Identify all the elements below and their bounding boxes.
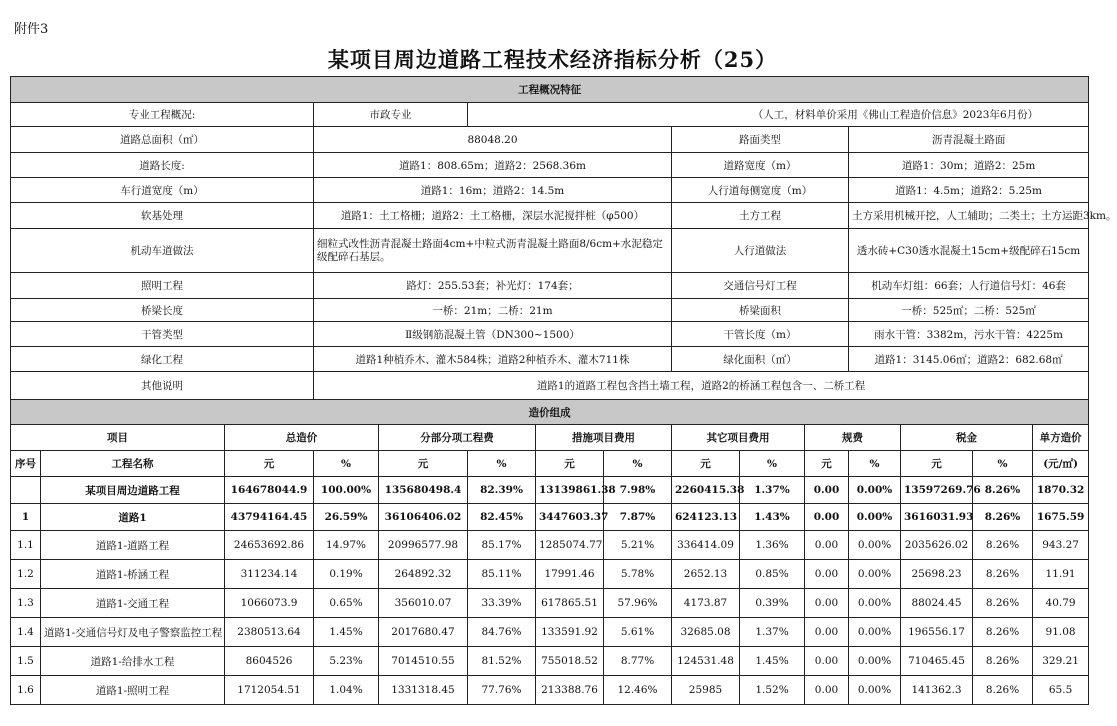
total-cost: 1066073.9 [225,589,314,618]
overview-value: 透水砖+C30透水混凝土15cm+级配碎石15cm [849,229,1089,273]
measures-cost: 213388.76 [536,676,604,705]
header-tax: 税金 [901,425,1033,451]
unit-cost: 943.27 [1033,531,1089,560]
project-name: 道路1-照明工程 [41,676,225,705]
measures-cost: 13139861.38 [536,477,604,504]
other-cost: 124531.48 [672,647,740,676]
fees-pct: 0.00% [849,531,901,560]
overview-value: 道路1：3145.06㎡；道路2：682.68㎡ [849,347,1089,372]
header-unit-cost: 单方造价 [1033,425,1089,451]
fees-pct: 0.00% [849,676,901,705]
measures-cost: 3447603.37 [536,504,604,531]
other-cost: 2652.13 [672,560,740,589]
header-yuan: 元 [805,451,849,477]
total-cost: 311234.14 [225,560,314,589]
overview-value: 路灯：255.53套；补光灯：174套； [314,273,672,299]
tax-cost: 25698.23 [901,560,973,589]
total-cost-pct: 0.19% [314,560,379,589]
header-unit: (元/㎡) [1033,451,1089,477]
project-name: 道路1 [41,504,225,531]
tax-cost: 710465.45 [901,647,973,676]
tax-pct: 8.26% [973,560,1033,589]
header-fees: 规费 [805,425,901,451]
overview-label: 桥梁面积 [672,299,849,322]
overview-label: 专业工程概况: [11,103,314,127]
total-cost-pct: 5.23% [314,647,379,676]
other-cost: 32685.08 [672,618,740,647]
overview-note: （人工，材料单价采用《佛山工程造价信息》2023年6月份） [468,103,1089,127]
total-cost: 164678044.9 [225,477,314,504]
header-measures: 措施项目费用 [536,425,672,451]
unit-cost: 1870.32 [1033,477,1089,504]
unit-cost: 65.5 [1033,676,1089,705]
overview-value: 道路1：土工格栅；道路2：土工格栅，深层水泥搅拌桩（φ500） [314,203,672,229]
fees-cost: 0.00 [805,531,849,560]
fees-pct: 0.00% [849,647,901,676]
header-pct: % [973,451,1033,477]
row-seq: 1.1 [11,531,41,560]
fees-pct: 0.00% [849,560,901,589]
total-cost-pct: 26.59% [314,504,379,531]
other-pct: 1.37% [740,477,805,504]
overview-row [11,178,1089,203]
header-fbfx: 分部分项工程费 [379,425,536,451]
tax-pct: 8.26% [973,589,1033,618]
total-cost-pct: 100.00% [314,477,379,504]
tax-pct: 8.26% [973,504,1033,531]
unit-cost: 1675.59 [1033,504,1089,531]
total-cost-pct: 0.65% [314,589,379,618]
tax-pct: 8.26% [973,618,1033,647]
total-cost: 2380513.64 [225,618,314,647]
unit-cost: 11.91 [1033,560,1089,589]
overview-label: 人行道做法 [672,229,849,273]
other-cost: 624123.13 [672,504,740,531]
overview-row [11,322,1089,347]
overview-label: 道路长度: [11,153,314,178]
cost-header-row-2 [11,451,1089,477]
table-row [11,477,1089,504]
tax-cost: 3616031.93 [901,504,973,531]
header-pct: % [604,451,672,477]
other-cost: 25985 [672,676,740,705]
overview-label: 绿化面积（㎡） [672,347,849,372]
tax-cost: 196556.17 [901,618,973,647]
overview-row [11,372,1089,400]
row-seq: 1.5 [11,647,41,676]
other-pct: 1.43% [740,504,805,531]
overview-value: 沥青混凝土路面 [849,127,1089,153]
row-seq: 1.2 [11,560,41,589]
overview-value: 道路1：30m；道路2：25m [849,153,1089,178]
total-cost: 24653692.86 [225,531,314,560]
table-row [11,504,1089,531]
fbfx-pct: 82.45% [468,504,536,531]
other-pct: 0.85% [740,560,805,589]
unit-cost: 329.21 [1033,647,1089,676]
overview-row [11,203,1089,229]
header-item: 项目 [11,425,225,451]
fbfx-cost: 7014510.55 [379,647,468,676]
project-name: 道路1-交通工程 [41,589,225,618]
overview-row [11,347,1089,372]
measures-cost: 1285074.77 [536,531,604,560]
other-pct: 0.39% [740,589,805,618]
overview-value: 雨水干管：3382m，污水干管：4225m [849,322,1089,347]
row-seq: 1.4 [11,618,41,647]
overview-label: 机动车道做法 [11,229,314,273]
overview-value: 道路1：808.65m；道路2：2568.36m [314,153,672,178]
tax-cost: 2035626.02 [901,531,973,560]
indicator-table [10,76,1117,705]
fees-cost: 0.00 [805,676,849,705]
table-row [11,589,1089,618]
tax-pct: 8.26% [973,676,1033,705]
other-pct: 1.37% [740,618,805,647]
unit-cost: 40.79 [1033,589,1089,618]
measures-pct: 5.61% [604,618,672,647]
overview-label: 车行道宽度（m） [11,178,314,203]
measures-pct: 12.46% [604,676,672,705]
overview-value: 道路1种植乔木、灌木584株；道路2种植乔木、灌木711株 [314,347,672,372]
header-yuan: 元 [379,451,468,477]
fbfx-pct: 82.39% [468,477,536,504]
fbfx-pct: 33.39% [468,589,536,618]
header-pct: % [468,451,536,477]
overview-label: 其他说明 [11,372,314,400]
header-name: 工程名称 [41,451,225,477]
unit-cost: 91.08 [1033,618,1089,647]
overview-value: 一桥：525㎡；二桥：525㎡ [849,299,1089,322]
fbfx-pct: 84.76% [468,618,536,647]
header-total-cost: 总造价 [225,425,379,451]
overview-label: 交通信号灯工程 [672,273,849,299]
row-seq: 1.3 [11,589,41,618]
page-title: 某项目周边道路工程技术经济指标分析（25） [327,47,778,72]
other-pct: 1.52% [740,676,805,705]
measures-pct: 7.87% [604,504,672,531]
overview-row [11,273,1089,299]
other-pct: 1.36% [740,531,805,560]
total-cost-pct: 1.45% [314,618,379,647]
fbfx-cost: 135680498.4 [379,477,468,504]
measures-cost: 17991.46 [536,560,604,589]
overview-label: 干管类型 [11,322,314,347]
total-cost-pct: 14.97% [314,531,379,560]
tax-cost: 13597269.76 [901,477,973,504]
overview-value: 一桥：21m；二桥：21m [314,299,672,322]
overview-row [11,299,1089,322]
fbfx-pct: 85.17% [468,531,536,560]
overview-value: 88048.20 [314,127,672,153]
overview-value: 土方采用机械开挖，人工辅助；二类土；土方运距3km。 [849,203,1089,229]
row-seq: 1.6 [11,676,41,705]
project-name: 道路1-给排水工程 [41,647,225,676]
other-pct: 1.45% [740,647,805,676]
overview-label: 道路总面积（㎡） [11,127,314,153]
fees-cost: 0.00 [805,477,849,504]
fbfx-pct: 85.11% [468,560,536,589]
fbfx-cost: 20996577.98 [379,531,468,560]
overview-label: 土方工程 [672,203,849,229]
table-row [11,676,1089,705]
header-pct: % [849,451,901,477]
fees-cost: 0.00 [805,647,849,676]
measures-pct: 8.77% [604,647,672,676]
other-cost: 4173.87 [672,589,740,618]
table-row [11,647,1089,676]
header-yuan: 元 [901,451,973,477]
fees-cost: 0.00 [805,504,849,531]
project-name: 道路1-道路工程 [41,531,225,560]
overview-row [11,103,1089,127]
overview-value: 细粒式改性沥青混凝土路面4cm+中粒式沥青混凝土路面8/6cm+水泥稳定级配碎石基层。 [314,229,672,273]
overview-label: 照明工程 [11,273,314,299]
fbfx-cost: 36106406.02 [379,504,468,531]
overview-value: 市政专业 [314,103,468,127]
table-row [11,531,1089,560]
overview-section-title: 工程概况特征 [11,77,1089,103]
measures-cost: 755018.52 [536,647,604,676]
row-seq: 1 [11,504,41,531]
tax-pct: 8.26% [973,531,1033,560]
fees-pct: 0.00% [849,504,901,531]
cost-section-title: 造价组成 [11,400,1089,425]
overview-row [11,229,1089,273]
overview-row [11,153,1089,178]
other-cost: 336414.09 [672,531,740,560]
overview-label: 路面类型 [672,127,849,153]
total-cost-pct: 1.04% [314,676,379,705]
overview-label: 人行道每侧宽度（m） [672,178,849,203]
measures-pct: 5.78% [604,560,672,589]
fbfx-cost: 264892.32 [379,560,468,589]
fees-cost: 0.00 [805,589,849,618]
fees-cost: 0.00 [805,618,849,647]
header-other: 其它项目费用 [672,425,805,451]
fees-cost: 0.00 [805,560,849,589]
fbfx-pct: 77.76% [468,676,536,705]
other-cost: 2260415.38 [672,477,740,504]
tax-pct: 8.26% [973,477,1033,504]
overview-label: 绿化工程 [11,347,314,372]
overview-value: Ⅱ级钢筋混凝土管（DN300~1500） [314,322,672,347]
overview-label: 干管长度（m） [672,322,849,347]
overview-label: 软基处理 [11,203,314,229]
project-name: 道路1-桥涵工程 [41,560,225,589]
total-cost: 43794164.45 [225,504,314,531]
measures-pct: 5.21% [604,531,672,560]
cost-header-row-1 [11,425,1089,451]
tax-pct: 8.26% [973,647,1033,676]
overview-value: 机动车灯组：66套；人行道信号灯：46套 [849,273,1089,299]
overview-span-value: 道路1的道路工程包含挡土墙工程，道路2的桥涵工程包含一、二桥工程 [314,372,1089,400]
overview-value: 道路1：4.5m；道路2：5.25m [849,178,1089,203]
total-cost: 1712054.51 [225,676,314,705]
tax-cost: 88024.45 [901,589,973,618]
header-pct: % [740,451,805,477]
header-yuan: 元 [225,451,314,477]
fbfx-pct: 81.52% [468,647,536,676]
project-name: 道路1-交通信号灯及电子警察监控工程 [41,618,225,647]
table-row [11,560,1089,589]
total-cost: 8604526 [225,647,314,676]
header-yuan: 元 [672,451,740,477]
header-yuan: 元 [536,451,604,477]
row-seq [11,477,41,504]
measures-pct: 7.98% [604,477,672,504]
measures-cost: 617865.51 [536,589,604,618]
fbfx-cost: 1331318.45 [379,676,468,705]
overview-label: 道路宽度（m） [672,153,849,178]
attachment-label: 附件3 [14,22,49,37]
fbfx-cost: 356010.07 [379,589,468,618]
tax-cost: 141362.3 [901,676,973,705]
header-pct: % [314,451,379,477]
project-name: 某项目周边道路工程 [41,477,225,504]
header-seq: 序号 [11,451,41,477]
overview-label: 桥梁长度 [11,299,314,322]
measures-cost: 133591.92 [536,618,604,647]
overview-value: 道路1：16m；道路2：14.5m [314,178,672,203]
fbfx-cost: 2017680.47 [379,618,468,647]
fees-pct: 0.00% [849,477,901,504]
fees-pct: 0.00% [849,618,901,647]
overview-row [11,127,1089,153]
fees-pct: 0.00% [849,589,901,618]
table-row [11,618,1089,647]
measures-pct: 57.96% [604,589,672,618]
